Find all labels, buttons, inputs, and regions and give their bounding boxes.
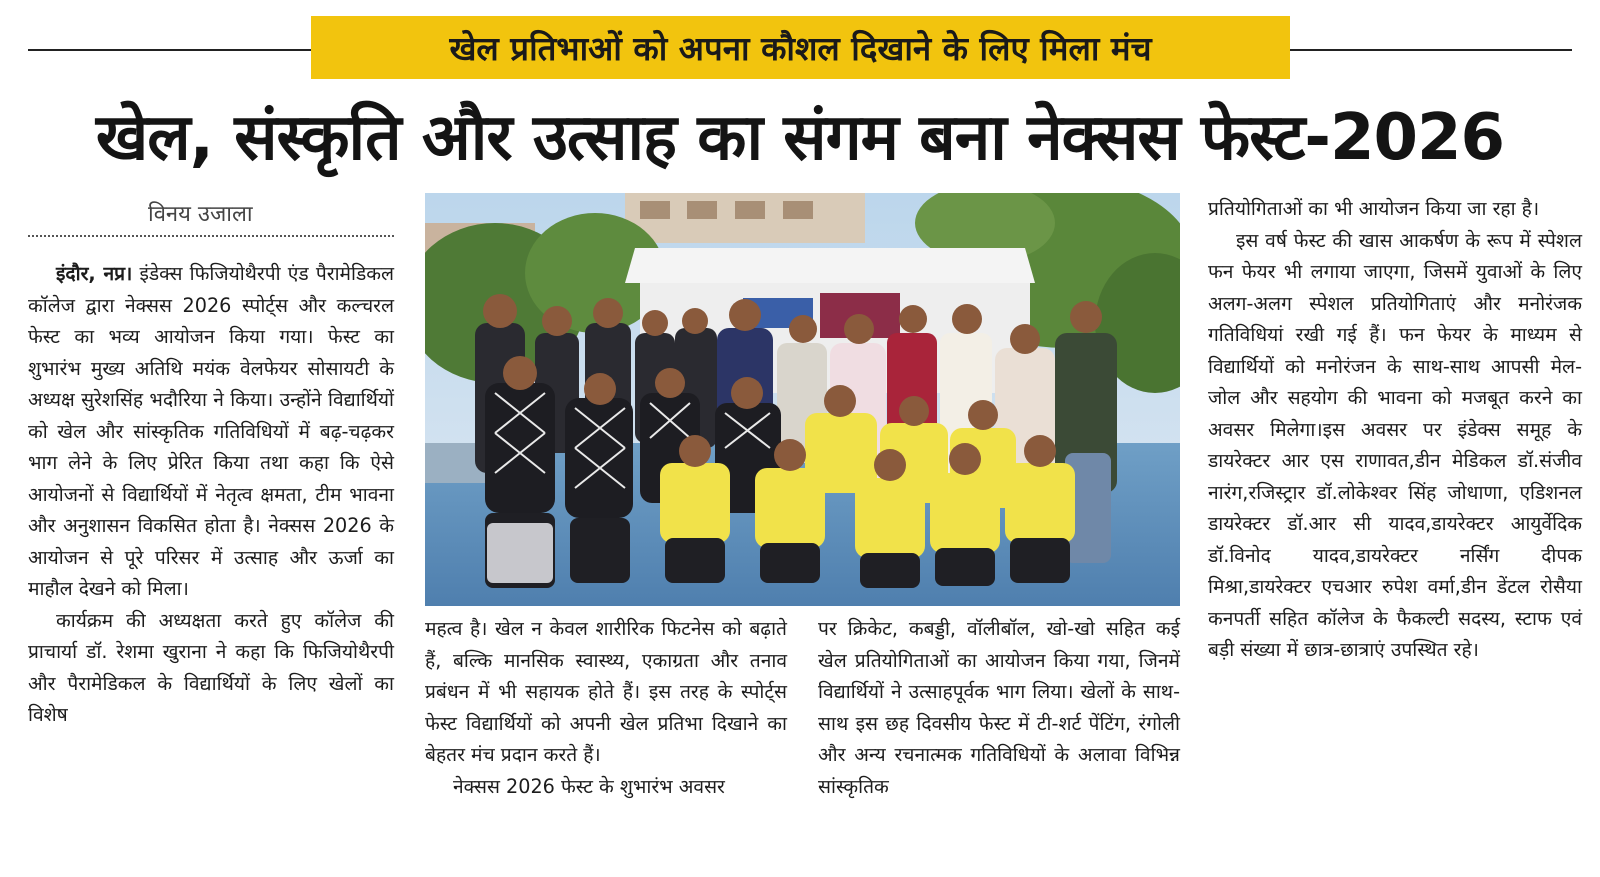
article-paragraph: महत्व है। खेल न केवल शारीरिक फिटनेस को बढ़ाते हैं, बल्कि मानसिक स्वास्थ्य, एकाग्रता और तनाव प्रबंधन में भी सहायक होते हैं। इस तरह के स्पोर्ट्स फेस्ट विद्यार्थियों को अपनी खेल प्रतिभा दिखाने का बेहतर मंच प्रदान करते हैं।	[425, 617, 787, 766]
byline-divider	[28, 235, 394, 237]
article-column-4	[1208, 193, 1582, 666]
dateline: इंदौर, नप्र।	[56, 262, 133, 285]
article-paragraph: इस वर्ष फेस्ट की खास आकर्षण के रूप में स्पेशल फन फेयर भी लगाया जाएगा, जिसमें युवाओं के लिए अलग-अलग स्पेशल प्रतियोगिताएं और मनोरंजक गतिविधियां रखी गई हैं। फन फेयर के माध्यम से विद्यार्थियों को मनोरंजन के साथ-साथ आपसी मेल-जोल और सहयोग की भावना को मजबूत करने का अवसर मिलेगा।इस अवसर पर इंडेक्स समूह के डायरेक्टर आर एस राणावत,डीन मेडिकल डॉ.संजीव नारंग,रजिस्ट्रार डॉ.लोकेश्वर सिंह जोधाणा, एडिशनल डायरेक्टर डॉ.आर सी यादव,डायरेक्टर आयुर्वेदिक डॉ.विनोद यादव,डायरेक्टर नर्सिंग दीपक मिश्रा,डायरेक्टर एचआर रुपेश वर्मा,डीन डेंटल रोसैया कनपर्ती सहित कॉलेज के फैकल्टी सदस्य, स्टाफ एवं बड़ी संख्या में छात्र-छात्राएं उपस्थित रहे।	[1208, 228, 1582, 661]
group-photo-icon	[425, 193, 1180, 606]
kicker-banner: खेल प्रतिभाओं को अपना कौशल दिखाने के लिए मिला मंच	[311, 16, 1290, 79]
article-text: इंडेक्स फिजियोथैरपी एंड पैरामेडिकल कॉलेज द्वारा नेक्सस 2026 स्पोर्ट्स और कल्चरल फेस्ट का भव्य आयोजन किया गया। फेस्ट का शुभारंभ मुख्य अतिथि मयंक वेलफेयर सोसायटी के अध्यक्ष सुरेशसिंह भदौरिया ने किया। उन्होंने विद्यार्थियों को खेल और सांस्कृतिक गतिविधियों में बढ़-चढ़कर भाग लेने के लिए प्रेरित किया तथा कहा कि ऐसे आयोजनों से विद्यार्थियों में नेतृत्व क्षमता, टीम भावना और अनुशासन विकसित होता है। नेक्सस 2026 के आयोजन से पूरे परिसर में उत्साह और ऊर्जा का माहौल देखने को मिला।	[28, 262, 394, 600]
article-paragraph	[28, 258, 394, 605]
article-paragraph: प्रतियोगिताओं का भी आयोजन किया जा रहा है।	[1208, 197, 1540, 220]
left-rule	[28, 49, 311, 51]
people-group	[475, 294, 1117, 588]
group-photo	[425, 193, 1180, 606]
headline: खेल, संस्कृति और उत्साह का संगम बना नेक्सस फेस्ट-2026	[95, 101, 1505, 175]
byline: विनय उजाला	[148, 202, 253, 227]
article-paragraph: कार्यक्रम की अध्यक्षता करते हुए कॉलेज की प्राचार्या डॉ. रेशमा खुराना ने कहा कि फिजियोथैरपी और पैरामेडिकल के विद्यार्थियों के लिए खेलों का विशेष	[28, 608, 394, 726]
right-rule	[1290, 49, 1572, 51]
article-column-3	[818, 613, 1180, 802]
article-column-1	[28, 258, 394, 731]
article-column-2	[425, 613, 787, 802]
article-paragraph: पर क्रिकेट, कबड्डी, वॉलीबॉल, खो-खो सहित कई खेल प्रतियोगिताओं का आयोजन किया गया, जिनमें विद्यार्थियों ने उत्साहपूर्वक भाग लिया। खेलों के साथ-साथ इस छह दिवसीय फेस्ट में टी-शर्ट पेंटिंग, रंगोली और अन्य रचनात्मक गतिविधियों के अलावा विभिन्न सांस्कृतिक	[818, 617, 1180, 798]
article-paragraph: नेक्सस 2026 फेस्ट के शुभारंभ अवसर	[453, 774, 725, 798]
